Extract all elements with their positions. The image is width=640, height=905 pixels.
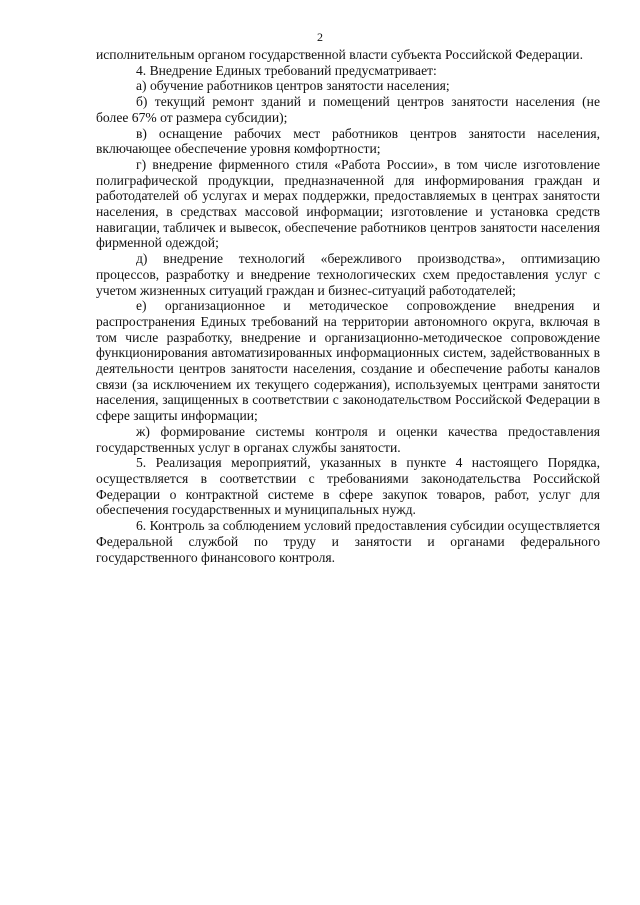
page-number: 2 <box>317 30 323 44</box>
paragraph-subitem-g: г) внедрение фирменного стиля «Работа России», в том числе изготовление полиграфической продукции, предназначенной для информирования граждан и работодателей об услугах и мерах поддержки, предоставляемых в центрах занятости населения, в средствах массовой информации; изготовление и установка средств навигации, табличек и вывесок, обеспечение работников центров занятости населения фирменной одеждой; <box>96 156 600 251</box>
paragraph-item-4: 4. Внедрение Единых требований предусматривает: <box>136 62 437 78</box>
paragraph-continuation: исполнительным органом государственной власти субъекта Российской Федерации. <box>96 47 583 62</box>
paragraph-subitem-v: в) оснащение рабочих мест работников центров занятости населения, включающее обеспечение уровня комфортности; <box>96 125 600 157</box>
paragraph-subitem-zh: ж) формирование системы контроля и оценки качества предоставления государственных услуг в органах службы занятости. <box>96 423 600 455</box>
paragraph-subitem-b: б) текущий ремонт зданий и помещений центров занятости населения (не более 67% от размера субсидии); <box>96 94 600 125</box>
document-body <box>96 47 600 565</box>
paragraph-subitem-e: е) организационное и методическое сопровождение внедрения и распространения Единых требований на территории автономного округа, включая в том числе разработку, внедрение и организационно-методическое сопровождение функционирования автоматизированных информационных систем, задействованных в деятельности центров занятости населения, создание и обеспечение работы каналов связи (за исключением их текущего содержания), используемых центрами занятости населения, защищенных в соответствии с законодательством Российской Федерации в сфере защиты информации; <box>96 298 600 424</box>
paragraph-item-5: 5. Реализация мероприятий, указанных в пункте 4 настоящего Порядка, осуществляется в соответствии с требованиями законодательства Российской Федерации о контрактной системе в сфере закупок товаров, работ, услуг для обеспечения государственных и муниципальных нужд. <box>96 455 600 518</box>
paragraph-subitem-a: а) обучение работников центров занятости населения; <box>136 78 450 94</box>
paragraph-subitem-d: д) внедрение технологий «бережливого производства», оптимизацию процессов, разработку и внедрение технологических схем предоставления услуг с учетом жизненных ситуаций граждан и бизнес-ситуаций работодателей; <box>96 251 600 298</box>
paragraph-item-6: 6. Контроль за соблюдением условий предоставления субсидии осуществляется Федеральной службой по труду и занятости и органами федерального государственного финансового контроля. <box>96 518 600 565</box>
